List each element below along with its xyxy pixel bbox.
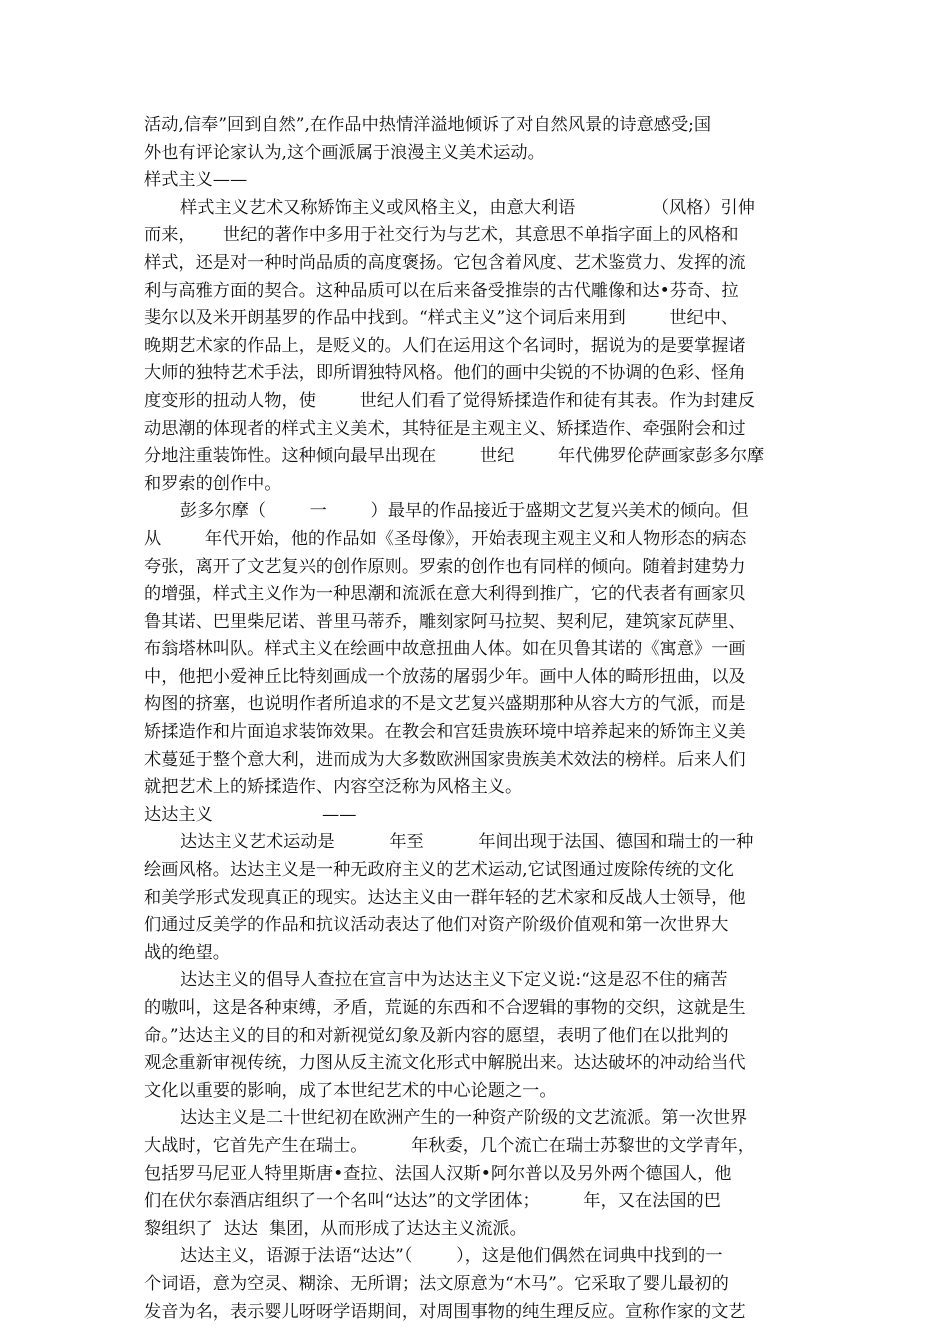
text-line: 度变形的扭动人物，使 世纪人们看了觉得矫揉造作和徒有其表。作为封建反 — [144, 390, 755, 411]
text-line: 中，他把小爱神丘比特刻画成一个放荡的屠弱少年。画中人体的畸形扭曲，以及 — [144, 666, 746, 687]
text-line: 而来， 世纪的著作中多用于社交行为与艺术，其意思不单指字面上的风格和 — [144, 225, 739, 246]
section-heading-mannerism: 样式主义—— — [144, 170, 248, 191]
text-line: 动思潮的体现者的样式主义美术，其特征是主观主义、矫揉造作、牵强附会和过 — [144, 418, 746, 439]
text-line: 战的绝望。 — [144, 942, 230, 963]
text-line: 包括罗马尼亚人特里斯唐•查拉、法国人汉斯•阿尔普以及另外两个德国人，他 — [144, 1163, 732, 1184]
paragraph-first-line: 达达主义是二十世纪初在欧洲产生的一种资产阶级的文艺流派。第一次世界 — [180, 1108, 748, 1129]
text-line: 和美学形式发现真正的现实。达达主义由一群年轻的艺术家和反战人士领导，他 — [144, 887, 746, 908]
paragraph-first-line: 彭多尔摩（ 一 ）最早的作品接近于盛期文艺复兴美术的倾向。但 — [180, 501, 749, 522]
text-line: 活动,信奉”回到自然”,在作品中热情洋溢地倾诉了对自然风景的诗意感受;国 — [144, 115, 712, 135]
paragraph-first-line: 样式主义艺术又称矫饰主义或风格主义，由意大利语 （风格）引伸 — [180, 197, 755, 218]
text-line: 命。”达达主义的目的和对新视觉幻象及新内容的愿望，表明了他们在以批判的 — [144, 1025, 729, 1046]
text-line: 大师的独特艺术手法，即所谓独特风格。他们的画中尖锐的不协调的色彩、怪角 — [144, 363, 746, 384]
text-line: 们通过反美学的作品和抗议活动表达了他们对资产阶级价值观和第一次世界大 — [144, 915, 729, 936]
text-line: 发音为名，表示婴儿呀呀学语期间，对周围事物的纯生理反应。宣称作家的文艺 — [144, 1301, 746, 1322]
text-line: 外也有评论家认为,这个画派属于浪漫主义美术运动。 — [144, 142, 545, 163]
text-line: 术蔓延于整个意大利，进而成为大多数欧洲国家贵族美术效法的榜样。后来人们 — [144, 749, 746, 770]
text-line: 就把艺术上的矫揉造作、内容空泛称为风格主义。 — [144, 777, 523, 798]
text-line: 构图的挤塞，也说明作者所追求的不是文艺复兴盛期那种从容大方的气派，而是 — [144, 694, 746, 715]
text-line: 从 年代开始，他的作品如《圣母像》，开始表现主观主义和人物形态的病态 — [144, 528, 747, 549]
section-heading-dadaism: 达达主义 —— — [144, 804, 357, 825]
document-page — [144, 112, 814, 1326]
text-line: 样式，还是对一种时尚品质的高度褒扬。它包含着风度、艺术鉴赏力、发挥的流 — [144, 252, 746, 273]
text-line: 晚期艺术家的作品上，是贬义的。人们在运用这个名词时，据说为的是要掌握诸 — [144, 335, 746, 356]
text-line: 绘画风格。达达主义是一种无政府主义的艺术运动,它试图通过废除传统的文化 — [144, 860, 734, 881]
text-line: 观念重新审视传统，力图从反主流文化形式中解脱出来。达达破坏的冲动给当代 — [144, 1053, 746, 1074]
text-line: 鲁其诺、巴里柴尼诺、普里马蒂乔，雕刻家阿马拉契、契利尼，建筑家瓦萨里、 — [144, 611, 746, 632]
text-line: 和罗索的创作中。 — [144, 473, 282, 494]
text-line: 斐尔以及米开朗基罗的作品中找到。“样式主义”这个词后来用到 世纪中、 — [144, 308, 739, 329]
text-line: 大战时，它首先产生在瑞士。 年秋委，几个流亡在瑞士苏黎世的文学青年， — [144, 1135, 755, 1156]
text-line: 矫揉造作和片面追求装饰效果。在教会和宫廷贵族环境中培养起来的矫饰主义美 — [144, 722, 746, 743]
text-line: 个词语，意为空灵、糊涂、无所谓；法文原意为“木马”。它采取了婴儿最初的 — [144, 1273, 729, 1294]
text-line: 布翁塔林叫队。样式主义在绘画中故意扭曲人体。如在贝鲁其诺的《寓意》一画 — [144, 639, 746, 660]
text-line: 的嗷叫，这是各种束缚，矛盾，荒诞的东西和不合逻辑的事物的交织，这就是生 — [144, 998, 746, 1018]
text-line: 文化以重要的影响，成了本世纪艺术的中心论题之一。 — [144, 1080, 557, 1101]
paragraph-first-line: 达达主义，语源于法语“达达”（ ），这是他们偶然在词典中找到的一 — [180, 1246, 723, 1267]
paragraph-first-line: 达达主义艺术运动是 年至 年间出现于法国、德国和瑞士的一种 — [180, 832, 754, 853]
text-line: 利与高雅方面的契合。这种品质可以在后来备受推崇的古代雕像和达•芬奇、拉 — [144, 280, 739, 301]
paragraph-first-line: 达达主义的倡导人查拉在宣言中为达达主义下定义说:“这是忍不住的痛苦 — [180, 970, 728, 991]
text-line: 夸张，离开了文艺复兴的创作原则。罗索的创作也有同样的倾向。随着封建势力 — [144, 556, 746, 577]
text-line: 的增强，样式主义作为一种思潮和流派在意大利得到推广，它的代表者有画家贝 — [144, 584, 746, 605]
text-line: 们在伏尔泰酒店组织了一个名叫“达达”的文学团体； 年，又在法国的巴 — [144, 1191, 721, 1212]
text-line: 分地注重装饰性。这种倾向最早出现在 世纪 年代佛罗伦萨画家彭多尔摩 — [144, 446, 765, 467]
text-line: 黎组织了 达达 集团，从而形成了达达主义流派。 — [144, 1218, 527, 1239]
